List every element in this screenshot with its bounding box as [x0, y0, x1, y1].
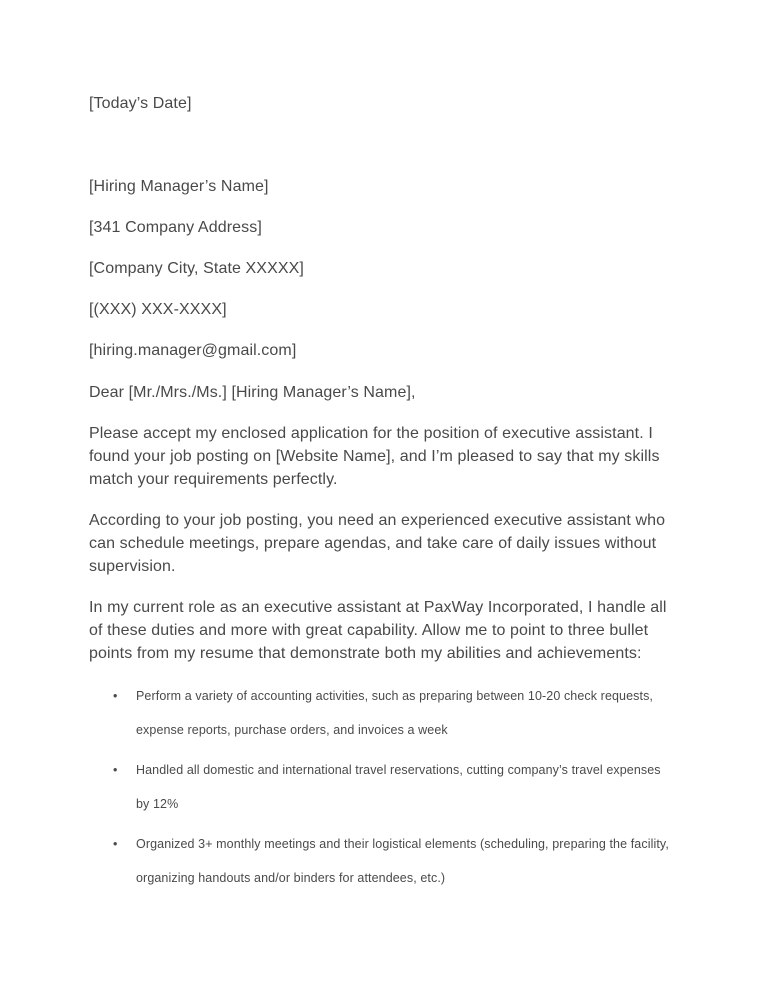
- body-paragraph-1: Please accept my enclosed application for the position of executive assistant. I found your job posting on [Website Name], and I’m pleased to say that my skills match your requirements perfectly.: [89, 425, 660, 488]
- bullet-point-icon: •: [113, 763, 118, 777]
- recipient-phone: [(XXX) XXX-XXXX]: [89, 301, 227, 318]
- list-item-text: Handled all domestic and international travel reservations, cutting company’s travel expenses by 12%: [136, 763, 661, 811]
- recipient-name: [Hiring Manager’s Name]: [89, 178, 269, 195]
- recipient-email: [hiring.manager@gmail.com]: [89, 342, 297, 359]
- recipient-street-address: [341 Company Address]: [89, 219, 262, 236]
- recipient-city-state-zip: [Company City, State XXXXX]: [89, 260, 304, 277]
- achievement-bullet-list: [89, 679, 669, 895]
- list-item: [89, 753, 669, 821]
- salutation-line: Dear [Mr./Mrs./Ms.] [Hiring Manager’s Name],: [89, 384, 416, 401]
- body-paragraph-2: According to your job posting, you need an experienced executive assistant who can schedule meetings, prepare agendas, and take care of daily issues without supervision.: [89, 512, 666, 575]
- list-item: [89, 827, 669, 895]
- recipient-address-block: [89, 175, 675, 362]
- bullet-point-icon: •: [113, 837, 118, 851]
- cover-letter-body: [89, 92, 675, 901]
- body-paragraph-3: In my current role as an executive assistant at PaxWay Incorporated, I handle all of these duties and more with great capability. Allow me to point to three bullet points from my resume that demonstrate both my abilities and achievements:: [89, 599, 667, 662]
- list-item-text: Perform a variety of accounting activities, such as preparing between 10-20 check requests, expense reports, purchase orders, and invoices a week: [136, 689, 654, 737]
- list-item-text: Organized 3+ monthly meetings and their logistical elements (scheduling, preparing the facility, organizing handouts and/or binders for attendees, etc.): [136, 837, 669, 885]
- date-line: [Today’s Date]: [89, 95, 192, 112]
- list-item: [89, 679, 669, 747]
- bullet-point-icon: •: [113, 689, 118, 703]
